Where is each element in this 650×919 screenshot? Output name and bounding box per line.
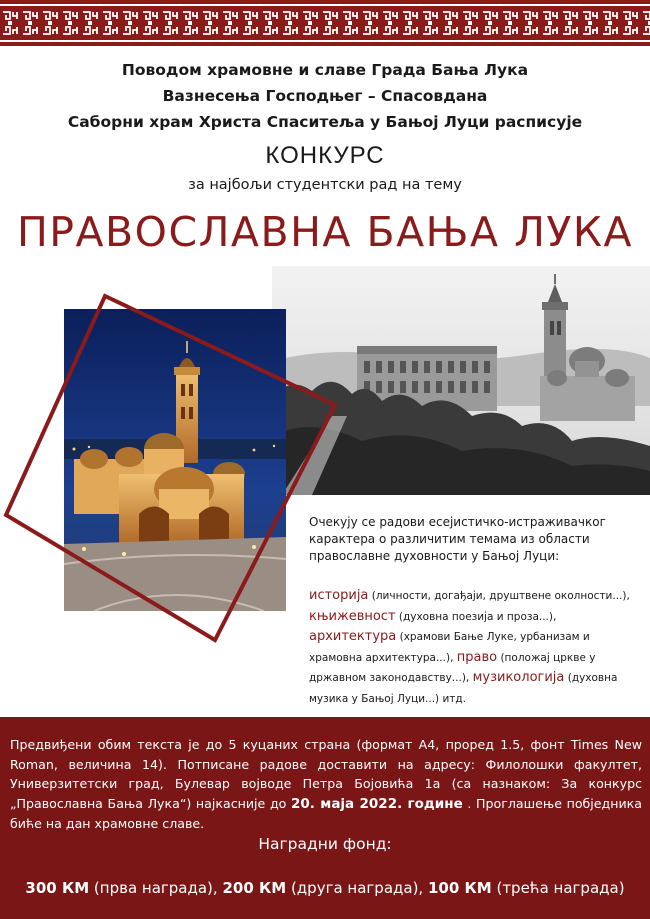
- rules-text: Предвиђени обим текста је до 5 куцаних страна (формат А4, проред 1.5, фонт Times New Roman, величина 14). Потписане радове доставити на адресу: Филолошки факултет, Универзитетски град, Булевар војводе Петра Бојовића 1а (са назнаком: За конкурс „Православна Бања Лука“) најкасније до: [10, 737, 642, 811]
- prize-label: (прва награда),: [89, 879, 223, 897]
- cathedral-night-photo: [64, 309, 286, 611]
- prize-fund-title: Наградни фонд:: [258, 835, 392, 853]
- prize-label: (трећа награда): [491, 879, 625, 897]
- description-text: Очекују се радови есејистичко-истраживачког карактера о различитим темама из области православне духовности у Бањој Луци:: [309, 515, 606, 563]
- topic-detail: (храмови Бање Луке, урбанизам и храмовна архитектура...),: [309, 631, 590, 664]
- topic-keyword: право: [456, 649, 498, 665]
- ornament-band: [0, 0, 650, 46]
- historic-city-photo: [272, 266, 650, 495]
- prize-amount: 300 КМ: [25, 879, 90, 897]
- header-feast: Вазнесења Господњег – Спасовдана: [162, 87, 488, 105]
- prize-amount: 100 КМ: [427, 879, 492, 897]
- contest-heading: КОНКУРС: [265, 142, 385, 169]
- topic-keyword: музикологија: [472, 670, 565, 685]
- submission-rules: [10, 735, 642, 834]
- footer-panel: [0, 717, 650, 919]
- topic-keyword: архитектура: [309, 629, 397, 644]
- header-organizer: Саборни храм Христа Спаситеља у Бањој Луци расписује: [67, 113, 583, 131]
- topic-detail: (положај цркве у државном законодавству...),: [309, 651, 596, 684]
- prize-label: (друга награда),: [286, 879, 428, 897]
- topics-list: [309, 586, 639, 709]
- header-occasion: Поводом храмовне и славе Града Бања Лука: [121, 61, 529, 79]
- topic-detail: (духовна поезија и проза...),: [395, 610, 557, 623]
- rules-text-end: . Проглашење побједника биће на дан храмовне славе.: [10, 795, 643, 831]
- topic-detail: (духовна музика у Бањој Луци...) итд.: [309, 672, 618, 705]
- topic-detail: (личности, догађаји, друштвене околности...),: [368, 590, 630, 602]
- topic-keyword: историја: [309, 588, 369, 603]
- prize-amount: 200 КМ: [222, 879, 287, 897]
- contest-theme-title: ПРАВОСЛАВНА БАЊА ЛУКА: [16, 208, 634, 256]
- topic-keyword: књижевност: [309, 608, 396, 624]
- contest-subtitle: за најбољи студентски рад на тему: [188, 177, 462, 193]
- deadline-date: 20. маја 2022. године: [291, 795, 463, 812]
- prize-list: [0, 879, 650, 897]
